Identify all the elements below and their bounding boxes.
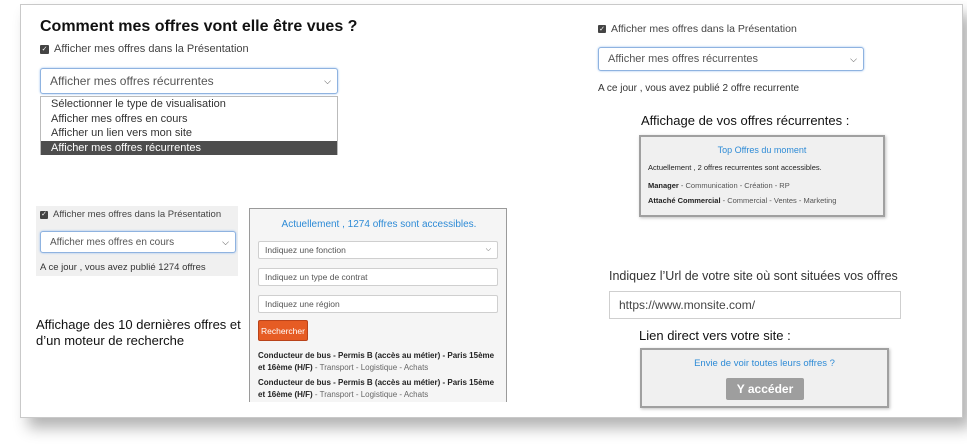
top-offer-item-1[interactable] [648, 181, 790, 190]
top-offers-title: Top Offres du moment [717, 145, 807, 155]
contract-type-input[interactable] [258, 268, 498, 286]
top-offer-item-2[interactable] [648, 196, 836, 205]
site-link-box [640, 348, 889, 408]
checkbox-checked-icon[interactable]: ✓ [41, 211, 47, 218]
url-field-label: Indiquez l’Url de votre site où sont situées vos offres [609, 269, 898, 283]
checkbox-label: Afficher mes offres dans la Présentation [611, 23, 797, 35]
caption-direct-link: Lien direct vers votre site : [639, 328, 791, 343]
widget-headline: Actuellement , 1274 offres sont accessibles. [281, 219, 477, 230]
offer-role: Attaché Commercial [648, 196, 721, 205]
presentation-checkbox-row-3[interactable] [598, 23, 797, 35]
select-value: Afficher mes offres récurrentes [50, 74, 214, 88]
option-recurring-offers[interactable]: Afficher mes offres récurrentes [41, 141, 337, 156]
function-select[interactable] [258, 241, 498, 259]
chevron-down-icon: ⌵ [324, 75, 331, 86]
visualisation-options-list [40, 96, 338, 155]
job-listing-1[interactable] [258, 350, 498, 374]
site-url-input[interactable]: https://www.monsite.com/ [609, 291, 901, 319]
visualisation-select-2[interactable] [40, 231, 236, 253]
access-site-button[interactable]: Y accéder [726, 378, 804, 400]
checkbox-label: Afficher mes offres dans la Présentation [54, 43, 249, 55]
caption-recurring-offers: Affichage de vos offres récurrentes : [641, 113, 850, 128]
search-button[interactable]: Rechercher [258, 320, 308, 341]
select-value: Afficher mes offres en cours [50, 236, 175, 248]
offer-role: Manager [648, 181, 679, 190]
region-placeholder: Indiquez une région [265, 299, 340, 309]
checkbox-checked-icon[interactable]: ✓ [41, 45, 48, 53]
checkbox-checked-icon[interactable]: ✓ [599, 25, 605, 33]
checkbox-label: Afficher mes offres dans la Présentation [53, 209, 222, 220]
page-title: Comment mes offres vont elle être vues ? [40, 18, 358, 35]
job-listing-2[interactable] [258, 377, 498, 401]
presentation-checkbox-row-1[interactable] [40, 43, 249, 55]
job-title: Conducteur de bus - Permis B (accès au métier) - Paris 15ème et 16ème (H/F) [258, 351, 495, 372]
job-title: Conducteur de bus - Permis B (accès au métier) - Paris 15ème et 16ème (H/F) [258, 378, 495, 399]
region-input[interactable] [258, 295, 498, 313]
chevron-down-icon: ⌵ [485, 246, 491, 253]
offers-search-widget [249, 208, 507, 402]
select-value: Afficher mes offres récurrentes [608, 53, 758, 65]
site-link-text: Envie de voir toutes leurs offres ? [694, 358, 835, 369]
top-offers-count: Actuellement , 2 offres recurrentes sont accessibles. [648, 163, 822, 172]
job-categories: - Transport - Logistique - Achats [312, 363, 429, 372]
option-current-offers[interactable]: Afficher mes offres en cours [51, 112, 188, 125]
offer-categories: - Commercial - Ventes - Marketing [720, 196, 837, 205]
recurring-count-note: A ce jour , vous avez publié 2 offre recurrente [598, 83, 800, 94]
job-categories: - Transport - Logistique - Achats [312, 390, 429, 399]
top-offers-box [639, 135, 885, 217]
option-site-link[interactable]: Afficher un lien vers mon site [51, 127, 193, 139]
contract-type-placeholder: Indiquez un type de contrat [265, 272, 368, 282]
offer-categories: - Communication - Création - RP [678, 181, 790, 190]
chevron-down-icon: ⌵ [222, 236, 229, 247]
chevron-down-icon: ⌵ [850, 53, 857, 64]
option-select-type[interactable]: Sélectionner le type de visualisation [51, 98, 226, 110]
visualisation-select-3[interactable] [598, 47, 864, 71]
published-count-note: A ce jour , vous avez publié 1274 offres [40, 262, 206, 273]
caption-latest-offers: Affichage des 10 dernières offres et d’un moteur de recherche [36, 317, 241, 348]
presentation-checkbox-row-2[interactable] [40, 209, 221, 220]
visualisation-select-1[interactable] [40, 68, 338, 94]
function-select-value: Indiquez une fonction [265, 245, 346, 255]
